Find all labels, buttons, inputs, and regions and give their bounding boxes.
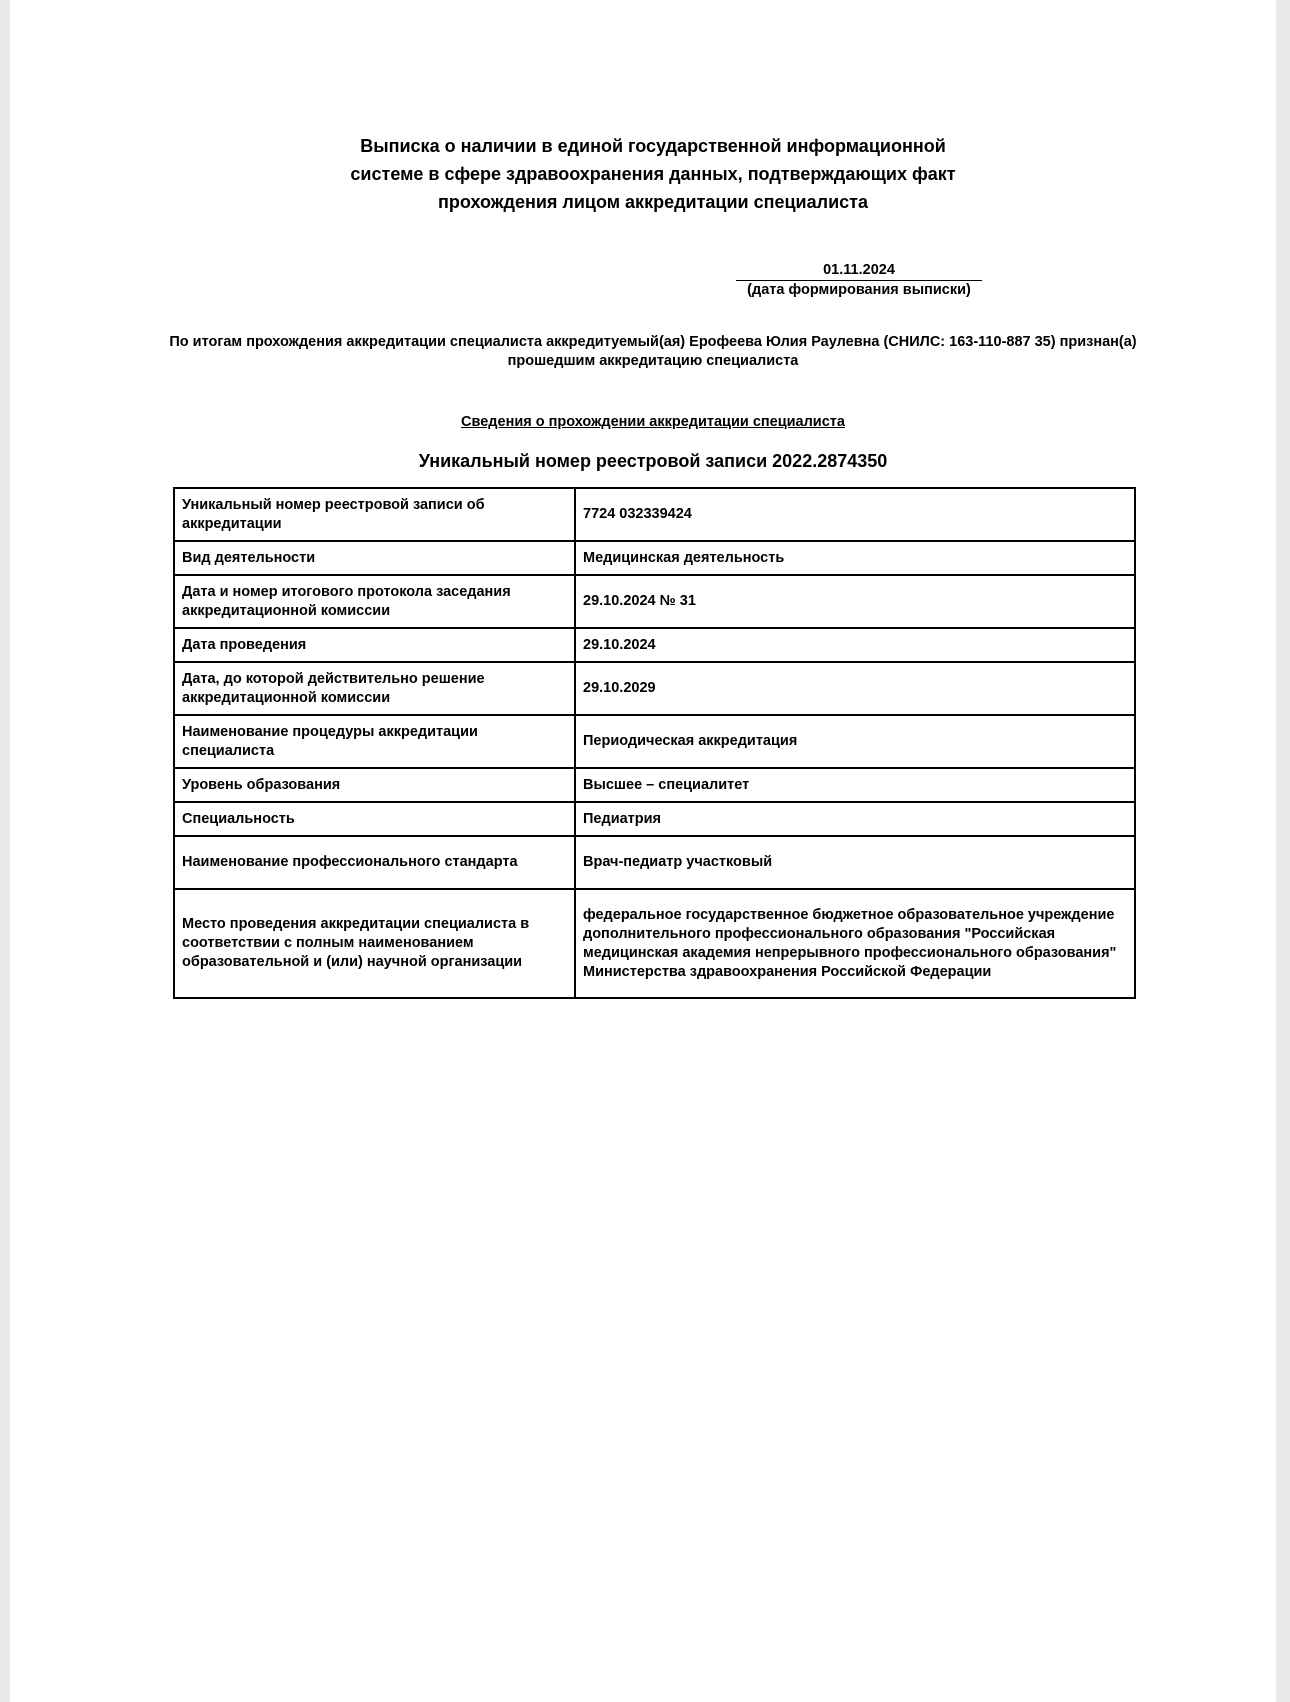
table-row	[174, 628, 1135, 662]
document-title	[10, 132, 1290, 216]
row-value: федеральное государственное бюджетное образовательное учреждение дополнительного профессионального образования "Российская медицинская академия непрерывного профессионального образования" Министерства здравоохранения Российской Федерации	[575, 889, 1135, 998]
row-label: Наименование профессионального стандарта	[174, 836, 575, 889]
document-title-line: прохождения лицом аккредитации специалиста	[438, 192, 868, 212]
table-row	[174, 575, 1135, 628]
row-label: Дата проведения	[174, 628, 575, 662]
table-row	[174, 541, 1135, 575]
row-label: Наименование процедуры аккредитации специалиста	[174, 715, 575, 768]
row-value: Периодическая аккредитация	[575, 715, 1135, 768]
table-row	[174, 802, 1135, 836]
issue-date: 01.11.2024	[736, 261, 982, 281]
table-row	[174, 768, 1135, 802]
table-row	[174, 488, 1135, 541]
row-label: Уровень образования	[174, 768, 575, 802]
row-value: Педиатрия	[575, 802, 1135, 836]
table-row	[174, 662, 1135, 715]
table-row	[174, 715, 1135, 768]
section-heading: Сведения о прохождении аккредитации специалиста	[461, 414, 845, 430]
document-title-line: системе в сфере здравоохранения данных, подтверждающих факт	[350, 164, 956, 184]
row-value: 29.10.2024	[575, 628, 1135, 662]
issue-date-block	[736, 261, 982, 300]
row-label: Вид деятельности	[174, 541, 575, 575]
document-page	[10, 0, 1276, 1702]
table-row	[174, 836, 1135, 889]
row-value: Врач-педиатр участковый	[575, 836, 1135, 889]
row-label: Специальность	[174, 802, 575, 836]
row-label: Место проведения аккредитации специалиста в соответствии с полным наименованием образовательной и (или) научной организации	[174, 889, 575, 998]
table-row	[174, 889, 1135, 998]
accreditation-details-table	[173, 487, 1136, 999]
row-label: Дата и номер итогового протокола заседания аккредитационной комиссии	[174, 575, 575, 628]
accreditation-statement: По итогам прохождения аккредитации специалиста аккредитуемый(ая) Ерофеева Юлия Раулевна (СНИЛС: 163-110-887 35) признан(а) прошедшим аккредитацию специалиста	[169, 334, 1137, 369]
row-label: Уникальный номер реестровой записи об аккредитации	[174, 488, 575, 541]
row-value: 7724 032339424	[575, 488, 1135, 541]
registry-number: Уникальный номер реестровой записи 2022.2874350	[418, 451, 888, 471]
issue-date-caption: (дата формирования выписки)	[747, 282, 971, 298]
row-label: Дата, до которой действительно решение аккредитационной комиссии	[174, 662, 575, 715]
row-value: 29.10.2029	[575, 662, 1135, 715]
document-title-line: Выписка о наличии в единой государственной информационной	[360, 136, 946, 156]
row-value: 29.10.2024 № 31	[575, 575, 1135, 628]
row-value: Высшее – специалитет	[575, 768, 1135, 802]
row-value: Медицинская деятельность	[575, 541, 1135, 575]
